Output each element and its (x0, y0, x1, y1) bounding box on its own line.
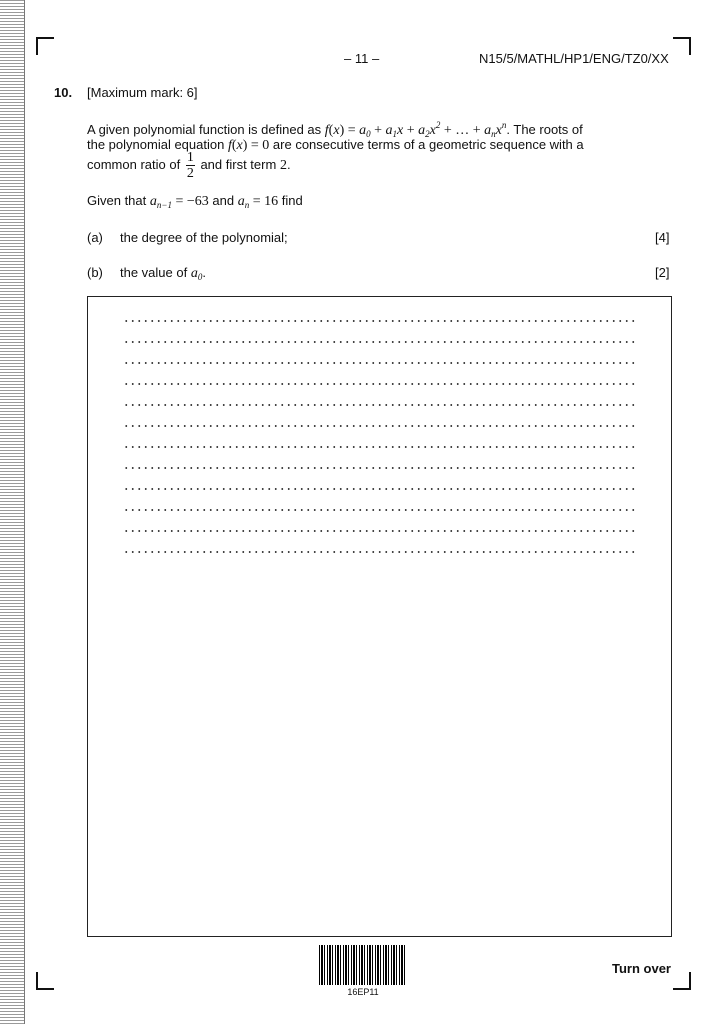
common-ratio-fraction (186, 150, 195, 181)
turn-over-label: Turn over (612, 961, 671, 976)
answer-line[interactable] (123, 488, 635, 490)
part-b-text-lead: the value of (120, 265, 188, 280)
intro-text: common ratio of (87, 156, 181, 172)
fraction-denominator: 2 (186, 166, 194, 181)
answer-line[interactable] (123, 530, 635, 532)
fraction-numerator: 1 (186, 150, 194, 165)
binding-strip (0, 0, 24, 1024)
answer-line[interactable] (123, 362, 635, 364)
question-intro-line-3: common ratio of $\frac{1}{2}$ and first term 2. (87, 150, 291, 181)
answer-line[interactable] (123, 383, 635, 385)
barcode-label: 16EP11 (347, 987, 379, 997)
answer-line[interactable] (123, 404, 635, 406)
answer-line[interactable] (123, 551, 635, 553)
given-and: and (212, 193, 235, 208)
answer-box[interactable] (87, 296, 672, 937)
answer-line[interactable] (123, 467, 635, 469)
given-end: find (281, 193, 303, 208)
crop-mark-bottom-right (673, 972, 691, 990)
question-max-marks: [Maximum mark: 6] (87, 85, 198, 100)
answer-line[interactable] (123, 425, 635, 427)
intro-text: the polynomial equation (87, 137, 225, 152)
paper-code: N15/5/MATHL/HP1/ENG/TZ0/XX (479, 51, 669, 66)
answer-line[interactable] (123, 341, 635, 343)
question-number: 10. (54, 85, 73, 100)
given-lead: Given that (87, 193, 147, 208)
page-number: – 11 – (344, 51, 380, 66)
intro-text-end: . The roots of (506, 122, 583, 137)
answer-line[interactable] (123, 446, 635, 448)
a-n-value: 16 (264, 194, 279, 209)
intro-text-mid: and first term (200, 156, 277, 172)
equation-formula: f(x) = 0 (227, 138, 270, 153)
crop-mark-top-left (36, 37, 54, 55)
crop-mark-bottom-left (36, 972, 54, 990)
first-term-value: 2 (279, 157, 287, 173)
a-n-minus-1-value: −63 (186, 194, 209, 209)
given-line: Given that $a_{n-1} = -63$ and $a_n = 16$ find (87, 193, 303, 210)
part-a-marks: [4] (655, 230, 670, 245)
part-a-text: the degree of the polynomial; (120, 230, 288, 245)
part-a-label: (a) (87, 230, 103, 245)
intro-text-end: are consecutive terms of a geometric sequence with a (272, 137, 584, 152)
intro-text: A given polynomial function is defined as (87, 122, 322, 137)
part-b-label: (b) (87, 265, 103, 280)
polynomial-formula: $f(x) = a_0 + a_1x + a_2x^2$ + … + $a_nx^n$ (324, 120, 507, 139)
answer-line[interactable] (123, 320, 635, 322)
answer-line[interactable] (123, 509, 635, 511)
part-b-marks: [2] (655, 265, 670, 280)
binding-edge (24, 0, 25, 1024)
part-b-text: the value of $a_0$. (120, 265, 206, 282)
crop-mark-top-right (673, 37, 691, 55)
barcode (319, 945, 407, 985)
